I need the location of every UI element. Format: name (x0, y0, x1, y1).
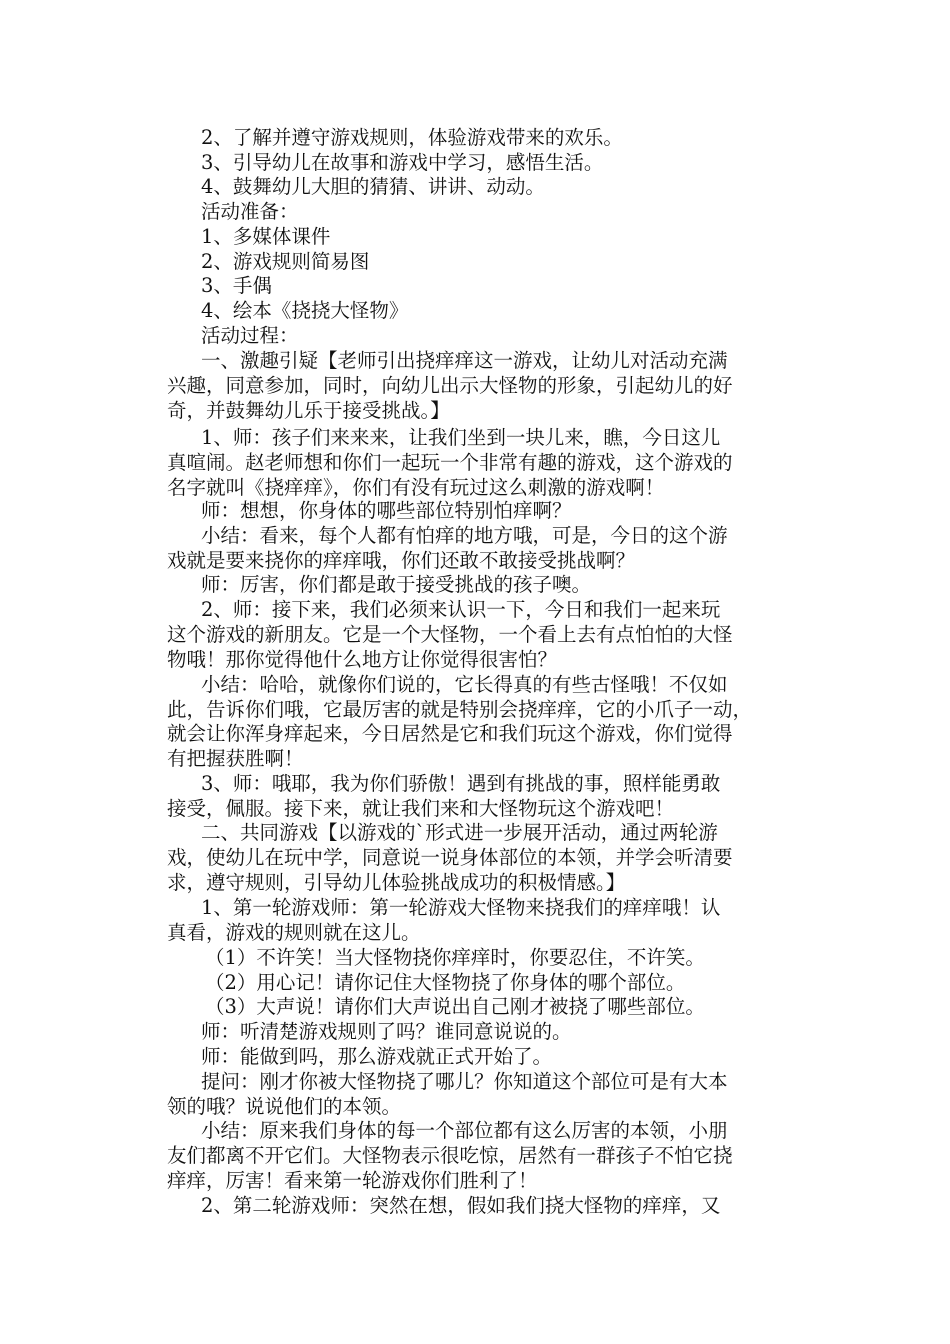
text-line: 1、多媒体课件 (201, 225, 331, 248)
text-line: 2、了解并遵守游戏规则，体验游戏带来的欢乐。 (201, 126, 623, 149)
text-line: 真喧闹。赵老师想和你们一起玩一个非常有趣的游戏，这个游戏的 (167, 451, 733, 474)
text-line: 一、激趣引疑【老师引出挠痒痒这一游戏，让幼儿对活动充满 (201, 349, 728, 372)
section-heading: 活动准备： (201, 200, 299, 223)
text-line: 师：厉害，你们都是敢于接受挑战的孩子噢。 (201, 573, 592, 596)
text-line: 3、引导幼儿在故事和游戏中学习，感悟生活。 (201, 151, 604, 174)
text-line: 友们都离不开它们。大怪物表示很吃惊，居然有一群孩子不怕它挠 (167, 1144, 733, 1167)
text-line: 1、师：孩子们来来来，让我们坐到一块儿来，瞧，今日这儿 (201, 426, 721, 449)
text-line: 提问：刚才你被大怪物挠了哪儿？你知道这个部位可是有大本 (201, 1070, 728, 1093)
text-line: 师：能做到吗，那么游戏就正式开始了。 (201, 1045, 553, 1068)
text-line: 有把握获胜啊！ (167, 747, 304, 770)
text-line: 兴趣，同意参加，同时，向幼儿出示大怪物的形象，引起幼儿的好 (167, 374, 733, 397)
text-line: 这个游戏的新朋友。它是一个大怪物，一个看上去有点怕怕的大怪 (167, 623, 733, 646)
text-line: 戏就是要来挠你的痒痒哦，你们还敢不敢接受挑战啊？ (167, 549, 636, 572)
text-line: 名字就叫《挠痒痒》，你们有没有玩过这么刺激的游戏啊！ (167, 476, 665, 499)
text-line: 领的哦？说说他们的本领。 (167, 1095, 402, 1118)
text-line: 2、第二轮游戏师：突然在想，假如我们挠大怪物的痒痒，又 (201, 1194, 721, 1217)
rule-item: （2）用心记！请你记住大怪物挠了你身体的哪个部位。 (205, 971, 686, 994)
text-line: 小结：原来我们身体的每一个部位都有这么厉害的本领，小朋 (201, 1119, 728, 1142)
text-line: 2、师：接下来，我们必须来认识一下，今日和我们一起来玩 (201, 598, 721, 621)
rule-item: （3）大声说！请你们大声说出自己刚才被挠了哪些部位。 (205, 995, 705, 1018)
text-line: 4、绘本《挠挠大怪物》 (201, 299, 409, 322)
text-line: 2、游戏规则简易图 (201, 250, 370, 273)
text-line: 二、共同游戏【以游戏的`形式进一步展开活动，通过两轮游 (201, 821, 718, 844)
text-line: 戏，使幼儿在玩中学，同意说一说身体部位的本领，并学会听清要 (167, 846, 733, 869)
text-line: 小结：看来，每个人都有怕痒的地方哦，可是，今日的这个游 (201, 524, 728, 547)
text-line: 就会让你浑身痒起来，今日居然是它和我们玩这个游戏，你们觉得 (167, 722, 733, 745)
text-line: 3、师：哦耶，我为你们骄傲！遇到有挑战的事，照样能勇敢 (201, 772, 721, 795)
text-line: 痒痒，厉害！看来第一轮游戏你们胜利了！ (167, 1169, 538, 1192)
text-line: 3、手偶 (201, 274, 272, 297)
text-line: 4、鼓舞幼儿大胆的猜猜、讲讲、动动。 (201, 175, 545, 198)
text-line: 小结：哈哈，就像你们说的，它长得真的有些古怪哦！不仅如 (201, 673, 728, 696)
rule-item: （1）不许笑！当大怪物挠你痒痒时，你要忍住，不许笑。 (205, 946, 705, 969)
text-line: 师：想想，你身体的哪些部位特别怕痒啊？ (201, 499, 572, 522)
text-line: 真看，游戏的规则就在这儿。 (167, 921, 421, 944)
text-line: 1、第一轮游戏师：第一轮游戏大怪物来挠我们的痒痒哦！认 (201, 896, 721, 919)
text-line: 接受，佩服。接下来，就让我们来和大怪物玩这个游戏吧！ (167, 797, 675, 820)
text-line: 物哦！那你觉得他什么地方让你觉得很害怕？ (167, 648, 558, 671)
section-heading: 活动过程： (201, 324, 299, 347)
text-line: 师：听清楚游戏规则了吗？谁同意说说的。 (201, 1020, 572, 1043)
text-line: 此，告诉你们哦，它最厉害的就是特别会挠痒痒，它的小爪子一动， (167, 698, 753, 721)
text-line: 求，遵守规则，引导幼儿体验挑战成功的积极情感。】 (167, 871, 626, 894)
text-line: 奇，并鼓舞幼儿乐于接受挑战。】 (167, 399, 450, 422)
